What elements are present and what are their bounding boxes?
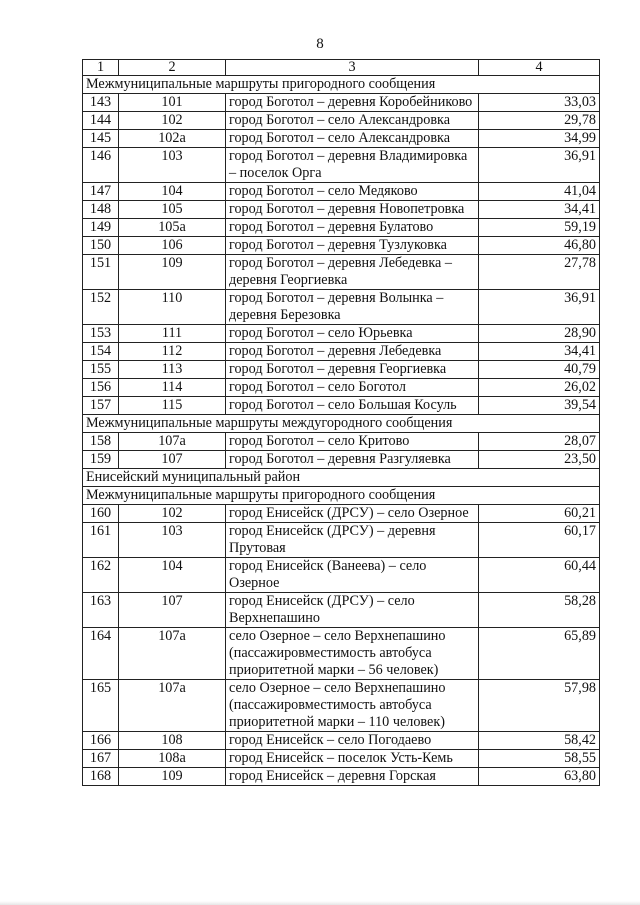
row-number: 157 (83, 397, 119, 415)
route-value: 63,80 (479, 768, 600, 786)
route-name: город Енисейск – село Погодаево (226, 732, 479, 750)
row-number: 146 (83, 148, 119, 183)
section-row (83, 469, 600, 487)
route-value: 34,41 (479, 343, 600, 361)
route-name: город Боготол – деревня Новопетровка (226, 201, 479, 219)
route-code: 102 (119, 112, 226, 130)
row-number: 159 (83, 451, 119, 469)
route-name: город Боготол – село Боготол (226, 379, 479, 397)
route-code: 102а (119, 130, 226, 148)
route-code: 104 (119, 183, 226, 201)
route-code: 110 (119, 290, 226, 325)
route-code: 112 (119, 343, 226, 361)
route-code: 101 (119, 94, 226, 112)
route-value: 27,78 (479, 255, 600, 290)
route-name: город Енисейск (Ванеева) – село Озерное (226, 558, 479, 593)
table-row (83, 219, 600, 237)
route-code: 103 (119, 148, 226, 183)
routes-table (82, 59, 600, 786)
row-number: 143 (83, 94, 119, 112)
route-name: город Боготол – деревня Лебедевка – деревня Георгиевка (226, 255, 479, 290)
route-name: город Енисейск – деревня Горская (226, 768, 479, 786)
section-title: Межмуниципальные маршруты пригородного сообщения (83, 487, 600, 505)
table-row (83, 451, 600, 469)
route-value: 58,55 (479, 750, 600, 768)
route-code: 105 (119, 201, 226, 219)
route-code: 107а (119, 680, 226, 732)
table-row (83, 433, 600, 451)
row-number: 158 (83, 433, 119, 451)
route-code: 107а (119, 628, 226, 680)
route-code: 111 (119, 325, 226, 343)
row-number: 156 (83, 379, 119, 397)
route-code: 105а (119, 219, 226, 237)
route-value: 23,50 (479, 451, 600, 469)
route-name: город Боготол – село Юрьевка (226, 325, 479, 343)
route-value: 65,89 (479, 628, 600, 680)
route-value: 58,42 (479, 732, 600, 750)
table-row (83, 361, 600, 379)
route-name: город Боготол – село Большая Косуль (226, 397, 479, 415)
row-number: 164 (83, 628, 119, 680)
row-number: 155 (83, 361, 119, 379)
route-code: 106 (119, 237, 226, 255)
route-value: 60,44 (479, 558, 600, 593)
table-row (83, 768, 600, 786)
route-name: город Боготол – деревня Волынка – деревня Березовка (226, 290, 479, 325)
table-row (83, 593, 600, 628)
routes-table-body (83, 60, 600, 786)
column-header-1: 1 (83, 60, 119, 76)
table-row (83, 343, 600, 361)
route-code: 102 (119, 505, 226, 523)
row-number: 145 (83, 130, 119, 148)
section-row (83, 76, 600, 94)
route-name: город Боготол – деревня Разгуляевка (226, 451, 479, 469)
route-value: 26,02 (479, 379, 600, 397)
route-value: 57,98 (479, 680, 600, 732)
table-row (83, 505, 600, 523)
row-number: 149 (83, 219, 119, 237)
table-row (83, 397, 600, 415)
route-value: 36,91 (479, 290, 600, 325)
route-value: 39,54 (479, 397, 600, 415)
table-row (83, 523, 600, 558)
table-header-row (83, 60, 600, 76)
route-name: город Боготол – деревня Тузлуковка (226, 237, 479, 255)
table-row (83, 750, 600, 768)
route-name: город Боготол – деревня Булатово (226, 219, 479, 237)
route-value: 34,41 (479, 201, 600, 219)
route-code: 109 (119, 255, 226, 290)
route-name: город Боготол – село Александровка (226, 130, 479, 148)
route-code: 104 (119, 558, 226, 593)
table-row (83, 558, 600, 593)
table-row (83, 680, 600, 732)
route-name: город Енисейск – поселок Усть-Кемь (226, 750, 479, 768)
route-name: село Озерное – село Верхнепашино (пассажировместимость автобуса приоритетной марки – 110 человек) (226, 680, 479, 732)
row-number: 150 (83, 237, 119, 255)
route-code: 107 (119, 593, 226, 628)
table-row (83, 325, 600, 343)
route-value: 40,79 (479, 361, 600, 379)
section-row (83, 415, 600, 433)
row-number: 153 (83, 325, 119, 343)
route-name: город Енисейск (ДРСУ) – село Верхнепашино (226, 593, 479, 628)
section-title: Межмуниципальные маршруты междугородного сообщения (83, 415, 600, 433)
route-code: 109 (119, 768, 226, 786)
route-value: 60,17 (479, 523, 600, 558)
row-number: 161 (83, 523, 119, 558)
route-value: 59,19 (479, 219, 600, 237)
route-value: 33,03 (479, 94, 600, 112)
route-value: 46,80 (479, 237, 600, 255)
route-value: 36,91 (479, 148, 600, 183)
table-row (83, 130, 600, 148)
page-number: 8 (316, 36, 324, 52)
route-code: 103 (119, 523, 226, 558)
table-row (83, 290, 600, 325)
section-row (83, 487, 600, 505)
table-row (83, 255, 600, 290)
route-name: город Боготол – село Медяково (226, 183, 479, 201)
row-number: 160 (83, 505, 119, 523)
route-value: 29,78 (479, 112, 600, 130)
route-code: 107а (119, 433, 226, 451)
table-row (83, 94, 600, 112)
column-header-4: 4 (479, 60, 600, 76)
route-value: 60,21 (479, 505, 600, 523)
route-code: 108а (119, 750, 226, 768)
route-name: город Боготол – село Критово (226, 433, 479, 451)
route-code: 114 (119, 379, 226, 397)
row-number: 167 (83, 750, 119, 768)
route-value: 28,07 (479, 433, 600, 451)
route-name: город Боготол – деревня Георгиевка (226, 361, 479, 379)
route-name: город Боготол – село Александровка (226, 112, 479, 130)
table-row (83, 183, 600, 201)
row-number: 163 (83, 593, 119, 628)
route-name: город Боготол – деревня Лебедевка (226, 343, 479, 361)
row-number: 144 (83, 112, 119, 130)
route-name: город Енисейск (ДРСУ) – деревня Прутовая (226, 523, 479, 558)
row-number: 166 (83, 732, 119, 750)
section-title: Межмуниципальные маршруты пригородного сообщения (83, 76, 600, 94)
route-name: город Боготол – деревня Владимировка – поселок Орга (226, 148, 479, 183)
row-number: 165 (83, 680, 119, 732)
route-value: 58,28 (479, 593, 600, 628)
row-number: 154 (83, 343, 119, 361)
row-number: 152 (83, 290, 119, 325)
table-row (83, 112, 600, 130)
section-title: Енисейский муниципальный район (83, 469, 600, 487)
route-code: 108 (119, 732, 226, 750)
table-row (83, 379, 600, 397)
scan-edge (0, 901, 640, 905)
route-code: 113 (119, 361, 226, 379)
route-code: 115 (119, 397, 226, 415)
route-code: 107 (119, 451, 226, 469)
table-row (83, 628, 600, 680)
route-name: город Боготол – деревня Коробейниково (226, 94, 479, 112)
route-name: город Енисейск (ДРСУ) – село Озерное (226, 505, 479, 523)
route-value: 28,90 (479, 325, 600, 343)
table-row (83, 237, 600, 255)
row-number: 151 (83, 255, 119, 290)
route-name: село Озерное – село Верхнепашино (пассажировместимость автобуса приоритетной марки – 56 человек) (226, 628, 479, 680)
row-number: 147 (83, 183, 119, 201)
row-number: 168 (83, 768, 119, 786)
table-row (83, 732, 600, 750)
column-header-2: 2 (119, 60, 226, 76)
table-row (83, 148, 600, 183)
table-row (83, 201, 600, 219)
route-value: 34,99 (479, 130, 600, 148)
column-header-3: 3 (226, 60, 479, 76)
route-value: 41,04 (479, 183, 600, 201)
row-number: 162 (83, 558, 119, 593)
row-number: 148 (83, 201, 119, 219)
